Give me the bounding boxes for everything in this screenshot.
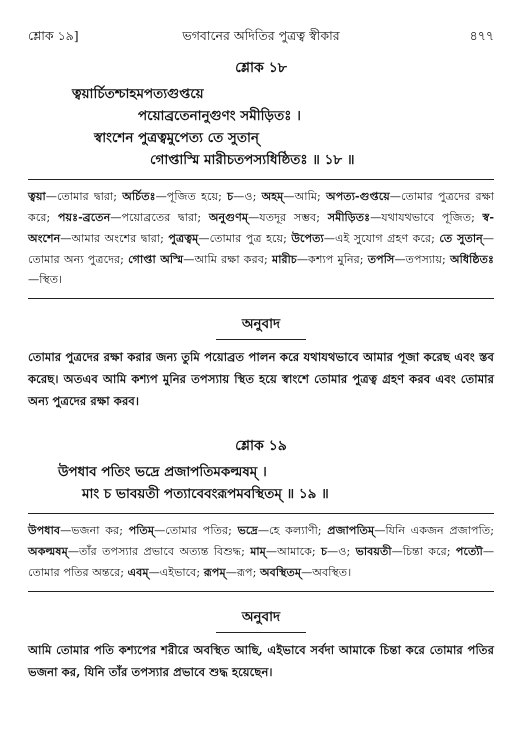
synonym-word: অকল্মষম্ — [28, 544, 68, 558]
synonym-word: অহম্ — [261, 189, 284, 203]
synonym-meaning: —আমার অংশের দ্বারা; — [60, 232, 169, 245]
synonym-word: অনুগুণম্ — [208, 210, 249, 224]
verse-19-synonyms — [28, 520, 494, 583]
synonym-word: উপেত্য — [291, 231, 324, 245]
synonym-word: মাম্ — [250, 544, 266, 558]
synonym-meaning: —ভজনা কর; — [60, 524, 129, 537]
synonym-word: পুত্রত্বম্ — [168, 231, 199, 245]
synonym-meaning: —যথাযথভাবে পূজিত; — [370, 211, 483, 224]
heading-underline — [216, 632, 306, 633]
divider — [28, 298, 494, 299]
synonym-word: পতিম্ — [128, 523, 155, 537]
book-page — [28, 28, 494, 683]
synonym-word: চ — [227, 189, 234, 203]
verse-line: স্বাংশেন পুত্রত্বমুপেত্য তে সুতান্ — [94, 130, 259, 146]
heading-underline — [216, 339, 306, 340]
synonym-word: অধিষ্ঠিতঃ — [449, 252, 494, 266]
synonym-meaning: —তোমার অন্য পুত্রদের; — [28, 232, 494, 266]
synonym-word: ভাবয়তী — [355, 544, 392, 558]
synonym-meaning: —আমি রক্ষা করব; — [183, 253, 272, 266]
synonym-meaning: —তোমার পতির; — [154, 524, 238, 537]
synonym-meaning: —কশ্যপ মুনির; — [296, 253, 368, 266]
synonym-meaning: —পয়োব্রতের দ্বারা; — [110, 211, 209, 224]
synonym-meaning: —রূপ; — [225, 566, 260, 579]
divider — [28, 179, 494, 180]
synonym-meaning: —তপস্যায়; — [394, 253, 450, 266]
synonym-word: পত্যৌ — [455, 544, 483, 558]
verse-18-title: শ্লোক ১৮ — [235, 60, 287, 76]
synonym-meaning: —তোমার পতির অন্তরে; — [28, 545, 494, 579]
synonym-meaning: —এইভাবে; — [148, 566, 204, 579]
verse-19-translation: আমি তোমার পতি কশ্যপের শরীরে অবস্থিত আছি, এইভাবে সর্বদা আমাকে চিন্তা করে তোমার পতির ভজনা কর, যিনি তাঁর তপস্যার প্রভাবে শুদ্ধ হয়েছেন। — [28, 643, 494, 679]
synonym-word: প্রজাপতিম্ — [327, 523, 375, 537]
synonym-word: অর্চিতঃ — [122, 189, 156, 203]
synonym-meaning: —চিন্তা করে; — [391, 545, 456, 558]
synonym-word: অবস্থিতম্ — [259, 565, 302, 579]
synonym-word: তে সুতান্ — [439, 231, 483, 245]
header-chapter-title: ভগবানের অদিতির পুত্রত্ব স্বীকার — [182, 28, 340, 43]
verse-18-synonyms — [28, 186, 494, 290]
verse-line: উপধাব পতিং ভদ্রে প্রজাপতিমকল্মষম্ । — [58, 464, 267, 480]
synonym-meaning: —আমি; — [283, 190, 327, 203]
synonym-word: সমীড়িতঃ — [327, 210, 371, 224]
synonym-meaning: —তাঁর তপস্যার প্রভাবে অত্যন্ত বিশুদ্ধ; — [67, 545, 251, 558]
running-header — [28, 28, 494, 50]
synonym-word: মারীচ — [272, 252, 297, 266]
synonym-meaning: —তোমার পুত্রদের রক্ষা করে; — [28, 190, 495, 224]
synonym-word: স্ব-অংশেন — [28, 210, 494, 245]
verse-line: গোপ্তাস্মি মারীচতপস্যধিষ্ঠিতঃ ॥ ১৮ ॥ — [150, 152, 355, 168]
verse-19-translation-heading: অনুবাদ — [241, 609, 281, 625]
synonym-meaning: —ও; — [233, 190, 262, 203]
page-number: ৪৭৭ — [469, 28, 494, 43]
synonym-word: উপধাব — [28, 523, 61, 537]
divider — [28, 513, 494, 514]
synonym-meaning: —আমাকে; — [265, 545, 321, 558]
verse-19-text — [28, 461, 494, 505]
verse-line: মাং চ ভাবয়তী পত্যাবেবংরূপমবস্থিতম্ ॥ ১৯ ॥ — [82, 486, 329, 502]
synonym-word: এবম্ — [127, 565, 149, 579]
verse-19-title: শ্লোক ১৯ — [235, 438, 287, 454]
synonym-word: ভদ্রে — [237, 523, 258, 537]
verse-line: ত্বয়ার্চিতশ্চাহমপত্যগুপ্তয়ে — [72, 86, 204, 102]
synonym-word: তপসি — [367, 252, 395, 266]
synonym-word: রূপম্ — [203, 565, 226, 579]
synonym-word: ত্বয়া — [28, 189, 46, 203]
synonym-meaning: —পূজিত হয়ে; — [155, 190, 228, 203]
header-verse-ref: শ্লোক ১৯] — [28, 28, 79, 43]
synonym-meaning: —তোমার দ্বারা; — [45, 190, 123, 203]
synonym-meaning: —হে কল্যাণী; — [257, 524, 328, 537]
synonym-word: চ — [321, 544, 328, 558]
synonym-meaning: —অবস্থিত। — [301, 566, 352, 579]
synonym-word: গোপ্তা অস্মি — [128, 252, 184, 266]
synonym-meaning: —স্থিত। — [28, 273, 63, 286]
synonym-meaning: —যতদূর সম্ভব; — [248, 211, 328, 224]
verse-18-translation-heading: অনুবাদ — [241, 316, 281, 332]
divider — [28, 591, 494, 592]
synonym-meaning: —ও; — [327, 545, 356, 558]
synonym-meaning: —এই সুযোগ গ্রহণ করে; — [323, 232, 440, 245]
verse-18-translation: তোমার পুত্রদের রক্ষা করার জন্য তুমি পয়োব্রত পালন করে যথাযথভাবে আমার পূজা করেছ এবং স্তব করেছ। অতএব আমি কশ্যপ মুনির তপস্যায় স্থিত হয়ে স্বাংশে তোমার পুত্রত্ব গ্রহণ করব এবং তোমার অন্য পুত্রদের রক্ষা করব। — [28, 350, 494, 408]
verse-18-text — [28, 83, 494, 171]
synonym-word: অপত্য-গুপ্তয়ে — [326, 189, 390, 203]
synonym-meaning: —যিনি একজন প্রজাপতি; — [374, 524, 494, 537]
synonym-word: পয়ঃ-ব্রতেন — [57, 210, 111, 224]
verse-line: পয়োব্রতেনানুগুণং সমীড়িতঃ । — [138, 108, 301, 124]
synonym-meaning: —তোমার পুত্র হয়ে; — [198, 232, 292, 245]
